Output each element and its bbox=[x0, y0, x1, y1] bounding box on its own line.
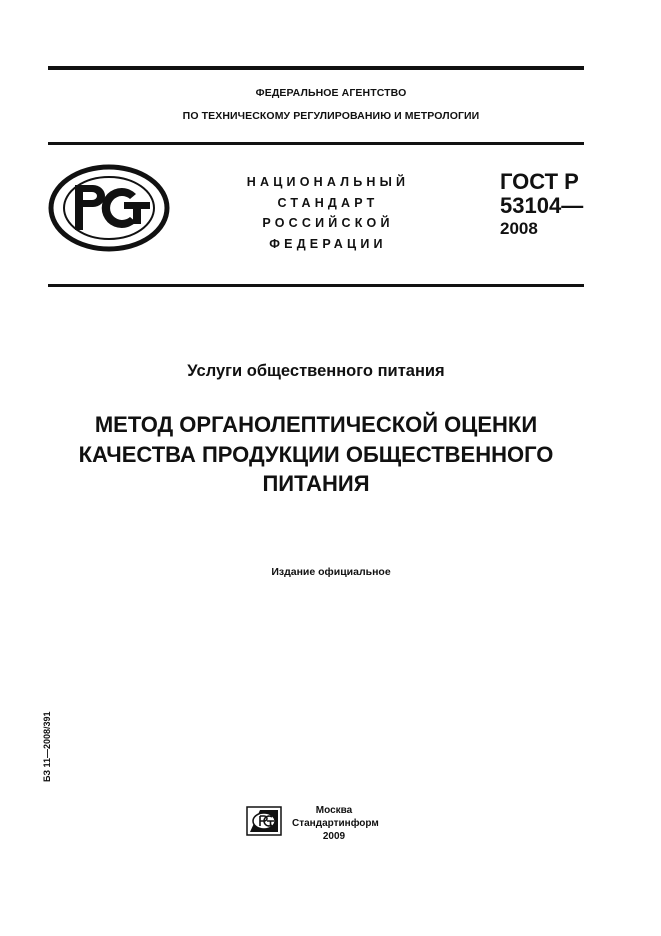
document-subtitle: Услуги общественного питания bbox=[187, 362, 445, 380]
national-standard-line-2: СТАНДАРТ bbox=[277, 195, 379, 210]
publisher-block bbox=[292, 804, 379, 843]
gost-dash: — bbox=[561, 193, 584, 218]
middle-rule bbox=[48, 142, 584, 145]
agency-line-2: ПО ТЕХНИЧЕСКОМУ РЕГУЛИРОВАНИЮ И МЕТРОЛОГИИ bbox=[182, 110, 480, 122]
national-standard-line-4: ФЕДЕРАЦИИ bbox=[269, 236, 387, 251]
top-rule bbox=[48, 66, 584, 70]
gost-designation: ГОСТ Р bbox=[500, 169, 579, 194]
agency-line-1: ФЕДЕРАЛЬНОЕ АГЕНТСТВО bbox=[255, 87, 407, 99]
document-title-line-1: МЕТОД ОРГАНОЛЕПТИЧЕСКОЙ ОЦЕНКИ bbox=[94, 412, 538, 437]
document-title-line-3: ПИТАНИЯ bbox=[262, 471, 370, 496]
national-standard-line-3: РОССИЙСКОЙ bbox=[262, 216, 394, 230]
publisher-city: Москва bbox=[315, 805, 353, 816]
national-standard-line-1: НАЦИОНАЛЬНЫЙ bbox=[246, 175, 410, 189]
gost-r-logo-icon bbox=[48, 164, 170, 252]
national-standard-label bbox=[238, 172, 418, 254]
document-title-line-2: КАЧЕСТВА ПРОДУКЦИИ ОБЩЕСТВЕННОГО bbox=[78, 441, 554, 467]
gost-number-line bbox=[500, 194, 583, 218]
publisher-year: 2009 bbox=[322, 831, 346, 842]
publisher-name: Стандартинформ bbox=[292, 818, 379, 829]
standartinform-logo-icon bbox=[246, 806, 282, 836]
bottom-rule bbox=[48, 284, 584, 287]
gost-year: 2008 bbox=[500, 219, 538, 238]
edition-label: Издание официальное bbox=[271, 566, 391, 578]
side-code: БЗ 11—2008/391 bbox=[42, 711, 52, 782]
document-title bbox=[48, 410, 584, 499]
standard-designation bbox=[500, 170, 583, 239]
gost-number: 53104 bbox=[500, 193, 562, 218]
